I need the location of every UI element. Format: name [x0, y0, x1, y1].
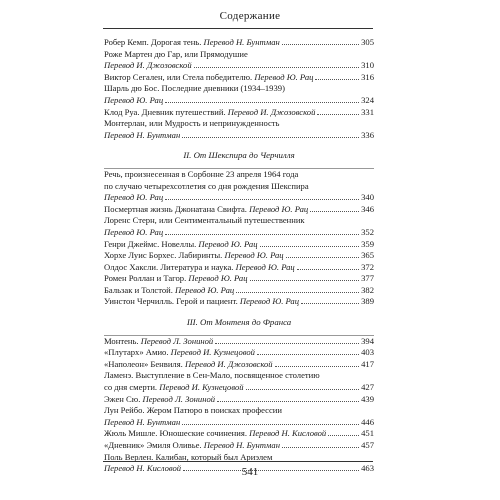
entry-text — [104, 250, 284, 262]
entry-translator: Перевод Ю. Рац — [198, 238, 258, 249]
entry-page-number: 372 — [361, 261, 374, 272]
entry-page-number: 359 — [361, 238, 374, 249]
entry-title: Олдос Хаксли. Литература и наука. — [104, 261, 234, 272]
entry-translator: Перевод И. Кузнецовой — [159, 382, 244, 393]
entry-last-line — [104, 285, 374, 297]
dot-leader — [217, 401, 359, 402]
entry-last-line — [104, 192, 374, 204]
entry-page-number: 331 — [361, 106, 374, 117]
entry-translator: Перевод Ю. Рац — [104, 192, 164, 203]
entry-translator: Перевод Ю. Рац — [104, 226, 164, 237]
section-heading: III. От Монтеня до Франса — [186, 317, 292, 328]
header-rule — [103, 28, 373, 29]
entry-page-number: 439 — [361, 393, 374, 404]
entry-title-line: по случаю четырехсотлетия со дня рождения Шекспира — [104, 180, 309, 191]
entry-last-line — [104, 359, 374, 371]
table-of-contents — [104, 37, 374, 475]
entry-translator: Перевод Н. Бунтман — [104, 129, 181, 140]
entry-last-line — [104, 382, 374, 394]
entry-title: Посмертная жизнь Джонатана Свифта. — [104, 203, 247, 214]
entry-translator: Перевод И. Джозовской — [104, 60, 192, 71]
entry-translator: Перевод Ю. Рац — [188, 273, 248, 284]
dot-leader — [286, 257, 360, 258]
entry-title: Клод Руа. Дневник путешествий. — [104, 106, 226, 117]
entry-text — [104, 95, 163, 107]
entry-translator: Перевод Ю. Рац — [104, 94, 164, 105]
dot-leader — [257, 354, 359, 355]
entry-title: со дня смерти. — [104, 382, 158, 393]
section-block — [104, 317, 374, 336]
entry-page-number: 316 — [361, 71, 374, 82]
entry-title: «Дневник» Эмиля Оливье. — [104, 440, 202, 450]
dot-leader — [275, 366, 360, 367]
dot-leader — [282, 447, 359, 448]
entry-page-number: 389 — [361, 296, 374, 307]
entry-page-number: 394 — [361, 335, 374, 346]
entry-last-line — [104, 273, 374, 285]
entry-last-line — [104, 227, 374, 239]
entry-translator: Перевод Н. Бунтман — [104, 416, 181, 427]
entry-title: Робер Кемп. Дорогая тень. — [104, 37, 202, 47]
entry-translator: Перевод Ю. Рац — [224, 250, 284, 261]
toc-entry[interactable] — [104, 239, 374, 251]
dot-leader — [301, 303, 359, 304]
entry-text — [104, 262, 295, 274]
entry-translator: Перевод Н. Кисловой — [249, 428, 327, 439]
entry-last-line — [104, 336, 374, 348]
entry-last-line — [104, 204, 374, 216]
toc-entry[interactable] — [104, 394, 374, 406]
toc-entry[interactable] — [104, 118, 374, 141]
entry-page-number: 457 — [361, 440, 374, 450]
entry-last-line — [104, 347, 374, 359]
entry-text — [104, 60, 192, 72]
entry-page-number: 446 — [361, 416, 374, 427]
entry-page-number: 324 — [361, 94, 374, 105]
entry-page-number: 305 — [361, 37, 374, 47]
dot-leader — [182, 137, 359, 138]
running-head: Содержание — [219, 10, 281, 22]
entry-title: Уинстон Черчилль. Герой и пациент. — [104, 296, 238, 307]
dot-leader — [236, 292, 359, 293]
dot-leader — [165, 199, 359, 200]
entry-translator: Перевод Ю. Рац — [239, 296, 300, 307]
entry-text — [104, 382, 244, 394]
entry-last-line — [104, 428, 374, 440]
entry-text — [104, 37, 280, 49]
entry-text — [104, 204, 308, 216]
toc-entry[interactable] — [104, 169, 374, 204]
toc-entry[interactable] — [104, 405, 374, 428]
entry-title: Ромен Роллан и Тагор. — [104, 273, 187, 284]
entry-page-number: 310 — [361, 60, 374, 71]
entry-title: Жюль Мишле. Юношеские сочинения. — [104, 428, 247, 439]
entry-page-number: 336 — [361, 129, 374, 140]
entry-text — [104, 417, 180, 429]
entry-text — [104, 227, 163, 239]
toc-entry[interactable] — [104, 440, 374, 452]
entry-title-line: Речь, произнесенная в Сорбонне 23 апреля 1964 года — [104, 168, 299, 179]
entry-last-line — [104, 296, 374, 308]
dot-leader — [194, 67, 359, 68]
dot-leader — [317, 114, 359, 115]
entry-translator: Перевод И. Кузнецовой — [170, 347, 255, 358]
toc-entry[interactable] — [104, 72, 374, 84]
entry-title-line: Монтерлан, или Мудрость и непринужденность — [104, 118, 280, 129]
toc-entry[interactable] — [104, 250, 374, 262]
entry-page-number: 352 — [361, 226, 374, 237]
entry-last-line — [104, 60, 374, 72]
entry-title: Хорхе Луис Борхес. Лабиринты. — [104, 250, 223, 261]
entry-translator: Перевод Н. Бунтман — [203, 37, 280, 47]
dot-leader — [165, 234, 359, 235]
toc-entry[interactable] — [104, 215, 374, 238]
dot-leader — [315, 79, 359, 80]
entry-title-line: Лун Рейбо. Жером Патюро в поисках профессии — [104, 405, 282, 416]
entry-page-number: 463 — [361, 463, 374, 474]
entry-translator: Перевод Н. Бунтман — [203, 440, 280, 450]
entry-translator: Перевод И. Джозовской — [184, 358, 273, 369]
entry-text — [104, 296, 299, 308]
entry-title-line: Лоренс Стерн, или Сентиментальный путешественник — [104, 215, 305, 226]
toc-entry[interactable] — [104, 347, 374, 359]
page-number: 541 — [241, 466, 259, 478]
footer-rule — [103, 461, 373, 462]
entry-translator: Перевод Л. Зониной — [140, 335, 214, 346]
toc-entry[interactable] — [104, 296, 374, 308]
entry-last-line — [104, 417, 374, 429]
entry-page-number: 403 — [361, 347, 374, 358]
dot-leader — [260, 246, 360, 247]
dot-leader — [246, 389, 360, 390]
dot-leader — [328, 435, 359, 436]
entry-title-line: Ламенэ. Выступление в Сен-Мало, посвященное столетию — [104, 370, 320, 381]
entry-translator: Перевод Ю. Рац — [254, 71, 314, 82]
entry-page-number: 451 — [361, 428, 374, 439]
entry-page-number: 377 — [361, 273, 374, 284]
entry-last-line — [104, 440, 374, 452]
entry-title: Эжен Сю. — [104, 393, 141, 404]
entry-text — [104, 285, 234, 297]
entry-text — [104, 273, 248, 285]
entry-title: «Плутарх» Амио. — [104, 347, 169, 358]
entry-title: Виктор Сегален, или Стела победителю. — [104, 71, 253, 82]
toc-entry[interactable] — [104, 204, 374, 216]
section-heading: II. От Шекспира до Черчилля — [183, 150, 295, 161]
dot-leader — [282, 44, 359, 45]
toc-entry[interactable] — [104, 262, 374, 274]
entry-text — [104, 394, 215, 406]
entry-last-line — [104, 250, 374, 262]
dot-leader — [310, 211, 359, 212]
entry-page-number: 340 — [361, 192, 374, 203]
entry-text — [104, 359, 273, 371]
entry-text — [104, 440, 280, 452]
entry-text — [104, 130, 180, 142]
entry-text — [104, 347, 255, 359]
entry-title-line: Шарль дю Бос. Последние дневники (1934–1939) — [104, 83, 285, 94]
toc-entry[interactable] — [104, 336, 374, 348]
entry-last-line — [104, 95, 374, 107]
entry-last-line — [104, 37, 374, 49]
entry-text — [104, 239, 258, 251]
entry-translator: Перевод Н. Кисловой — [104, 463, 182, 474]
entry-title-line: Роже Мартен дю Гар, или Прямодушие — [104, 48, 248, 59]
entry-last-line — [104, 130, 374, 142]
toc-entry[interactable] — [104, 370, 374, 393]
toc-entry[interactable] — [104, 359, 374, 371]
entry-text — [104, 336, 213, 348]
dot-leader — [165, 102, 359, 103]
entry-page-number: 427 — [361, 382, 374, 393]
dot-leader — [215, 343, 359, 344]
dot-leader — [250, 280, 360, 281]
entry-page-number: 382 — [361, 284, 374, 295]
entry-translator: Перевод И. Джозовской — [227, 106, 316, 117]
entry-translator: Перевод Ю. Рац — [235, 261, 295, 272]
entry-text — [104, 107, 315, 119]
entry-text — [104, 428, 326, 440]
toc-entry[interactable] — [104, 83, 374, 106]
entry-page-number: 365 — [361, 250, 374, 261]
toc-entry[interactable] — [104, 285, 374, 297]
entry-title: Бальзак и Толстой. — [104, 284, 173, 295]
entry-last-line — [104, 394, 374, 406]
entry-title: Генри Джеймс. Новеллы. — [104, 238, 197, 249]
entry-page-number: 417 — [361, 358, 374, 369]
entry-title-line: Поль Верлен. Калибан, который был Ариэлем — [104, 451, 273, 462]
dot-leader — [182, 424, 359, 425]
toc-entry[interactable] — [104, 107, 374, 119]
entry-translator: Перевод Ю. Рац — [175, 284, 235, 295]
entry-text — [104, 72, 313, 84]
toc-entry[interactable] — [104, 273, 374, 285]
entry-translator: Перевод Л. Зониной — [142, 393, 216, 404]
entry-last-line — [104, 107, 374, 119]
section-block — [104, 150, 374, 169]
entry-title: «Наполеон» Бенвиля. — [104, 358, 183, 369]
toc-entry[interactable] — [104, 428, 374, 440]
entry-last-line — [104, 239, 374, 251]
entry-last-line — [104, 72, 374, 84]
entry-title: Монтень. — [104, 335, 139, 346]
entry-last-line — [104, 262, 374, 274]
toc-entry[interactable] — [104, 37, 374, 49]
entry-page-number: 346 — [361, 203, 374, 214]
dot-leader — [297, 269, 359, 270]
entry-translator: Перевод Ю. Рац — [249, 203, 309, 214]
entry-text — [104, 192, 163, 204]
toc-entry[interactable] — [104, 49, 374, 72]
